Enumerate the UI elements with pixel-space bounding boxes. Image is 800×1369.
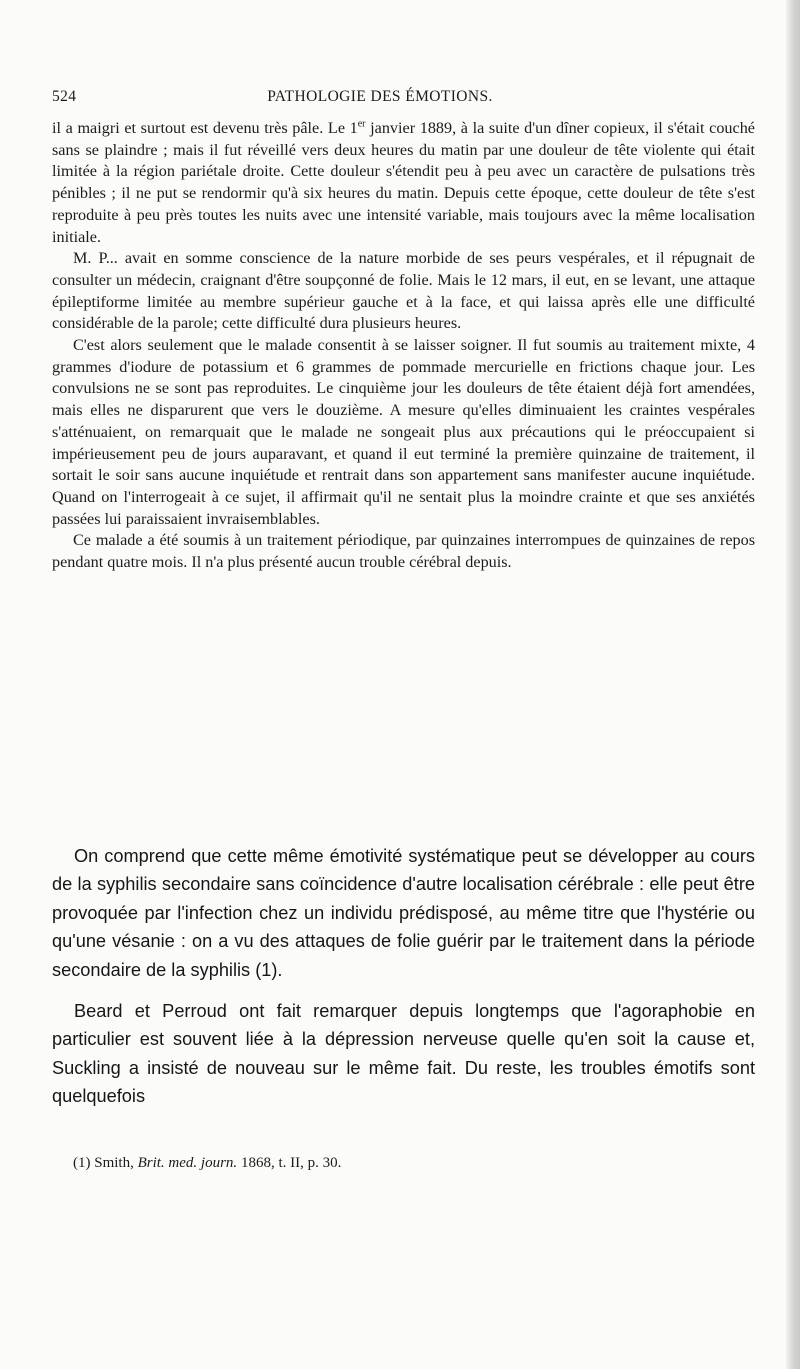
page-number: 524	[52, 88, 77, 105]
ordinal-superscript: er	[357, 118, 366, 130]
paragraph-1	[52, 118, 755, 248]
case-report-text	[52, 118, 755, 574]
page-header	[52, 88, 752, 112]
footnote-journal: Brit. med. journ.	[137, 1155, 238, 1171]
paragraph-5: On comprend que cette même émotivité systématique peut se développer au cours de la syphilis secondaire sans coïncidence d'autre localisation cérébrale : elle peut être provoquée par l'infection chez un individu prédisposé, au même titre que l'hystérie ou qu'une vésanie : on a vu des attaques de folie guérir par le traitement dans la période secondaire de la syphilis (1).	[52, 846, 755, 980]
main-text	[52, 842, 755, 1111]
paragraph-2: M. P... avait en somme conscience de la nature morbide de ses peurs vespérales, et il répugnait de consulter un médecin, craignant d'être soupçonné de folie. Mais le 12 mars, il eut, en se levant, une attaque épileptiforme limitée au membre supérieur gauche et à la face, et qui laissa après elle une difficulté considérable de la parole; cette difficulté dura plusieurs heures.	[52, 249, 755, 333]
paragraph-1-rest: janvier 1889, à la suite d'un dîner copieux, il s'était couché sans se plaindre ; mais il fut réveillé vers deux heures du matin par une douleur de tête violente qui était limitée à la région pariétale droite. Cette douleur s'étendit peu à peu avec un caractère de pulsations très pénibles ; il ne put se rendormir qu'à six heures du matin. Depuis cette époque, cette douleur de tête s'est reproduite à peu près toutes les nuits avec une intensité variable, mais toujours avec la même localisation initiale.	[52, 119, 755, 246]
paragraph-1-start: il a maigri et surtout est devenu très pâle. Le 1	[52, 119, 358, 137]
footnote-marker-author: (1) Smith,	[73, 1155, 138, 1171]
page-edge	[786, 0, 800, 1369]
paragraph-3: C'est alors seulement que le malade consentit à se laisser soigner. Il fut soumis au traitement mixte, 4 grammes d'iodure de potassium et 6 grammes de pommade mercurielle en frictions chaque jour. Les convulsions ne se sont pas reproduites. Le cinquième jour les douleurs de tête étaient déjà fort amendées, mais elles ne disparurent que vers le douzième. A mesure qu'elles diminuaient les craintes vespérales s'atténuaient, on remarquait que le malade ne songeait plus aux précautions qui le préoccupaient si impérieusement peu de jours auparavant, et quand il eut terminé la première quinzaine de traitement, il sortait le soir sans aucune inquiétude et rentrait dans son appartement sans manifester aucune inquiétude. Quand on l'interrogeait à ce sujet, il affirmait qu'il ne sentait plus la moindre crainte et que ses anxiétés passées lui paraissaient invraisemblables.	[52, 336, 755, 528]
footnote	[73, 1153, 753, 1173]
footnote-reference: 1868, t. II, p. 30.	[237, 1155, 342, 1171]
paragraph-4: Ce malade a été soumis à un traitement périodique, par quinzaines interrompues de quinzaines de repos pendant quatre mois. Il n'a plus présenté aucun trouble cérébral depuis.	[52, 531, 755, 572]
running-title: PATHOLOGIE DES ÉMOTIONS.	[267, 88, 493, 105]
paragraph-6: Beard et Perroud ont fait remarquer depuis longtemps que l'agoraphobie en particulier est souvent liée à la dépression nerveuse quelle qu'en soit la cause et, Suckling a insisté de nouveau sur le même fait. Du reste, les troubles émotifs sont quelquefois	[52, 1001, 755, 1107]
